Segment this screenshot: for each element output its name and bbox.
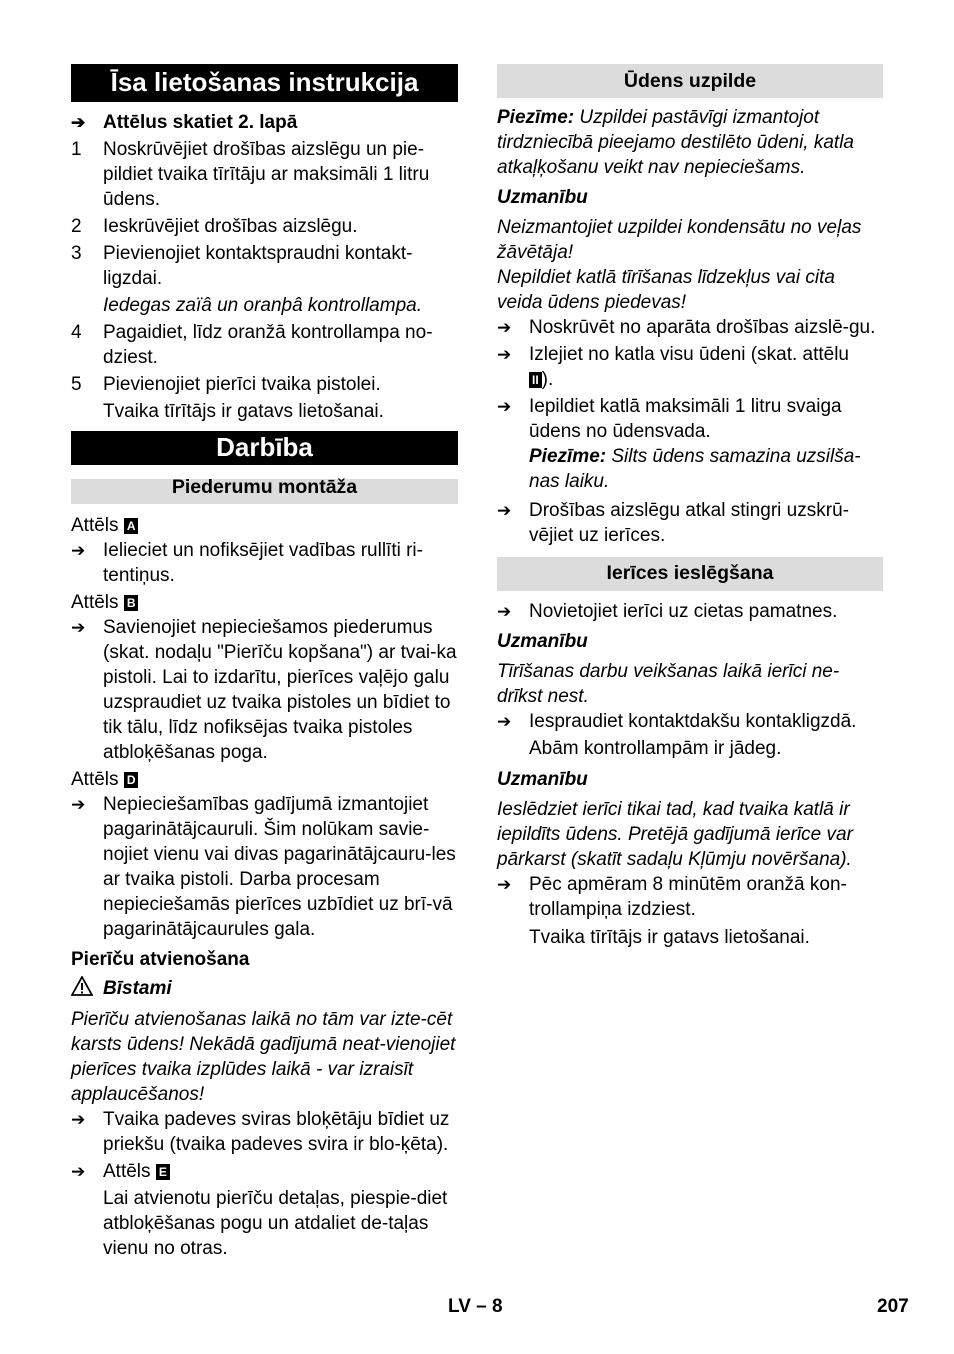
operation-title: Darbība	[71, 431, 458, 465]
warning-triangle-icon	[71, 976, 103, 1003]
ready-text: Tvaika tīrītājs ir gatavs lietošanai.	[103, 401, 384, 422]
caution-text: Ieslēdziet ierīci tikai tad, kad tvaika katlā ir iepildīts ūdens. Pretējā gadījumā ierīce var pārkarst (skatīt sadaļu Kļūmju novēršana).	[497, 799, 853, 870]
arrow-right-icon: ➔	[71, 618, 86, 637]
list-item: ➔ Tvaika padeves sviras bloķētāju bīdiet uz priekšu (tvaika padeves svira ir blo-ķēta).	[71, 1109, 450, 1155]
caution-text: Neizmantojiet uzpildei kondensātu no veļas žāvētāja!	[497, 217, 862, 263]
figure-d-badge: D	[124, 772, 139, 788]
figure-a-badge: A	[124, 518, 139, 534]
ready-text: Tvaika tīrītājs ir gatavs lietošanai.	[529, 927, 810, 948]
figure-ref: Attēls B	[71, 590, 458, 615]
arrow-right-icon: ➔	[71, 795, 86, 814]
figure-ii-badge: II	[529, 372, 542, 388]
list-item: ➔ Novietojiet ierīci uz cietas pamatnes.	[497, 601, 838, 622]
arrow-right-icon: ➔	[497, 318, 512, 337]
lamps-text: Abām kontrollampām ir jādeg.	[529, 738, 782, 759]
list-item: 3 Pievienojiet kontaktspraudni kontakt-ligzdai.	[71, 243, 413, 289]
list-item: 4 Pagaidiet, līdz oranžā kontrollampa no-dziest.	[71, 322, 433, 368]
list-item: ➔ Ielieciet un nofiksējiet vadības rullīti ri-tentiņus.	[71, 540, 423, 586]
list-item: ➔ Drošības aizslēgu atkal stingri uzskrū-vējiet uz ierīces.	[497, 500, 849, 546]
list-item: ➔ Noskrūvēt no aparāta drošības aizslē-gu.	[497, 317, 876, 338]
arrow-right-icon: ➔	[497, 875, 512, 894]
page-number: 207	[877, 1296, 909, 1317]
see-pictures-note: ➔ Attēlus skatiet 2. lapā	[71, 112, 298, 133]
caution-text: Nepildiet katlā tīrīšanas līdzekļus vai cita veida ūdens piedevas!	[497, 267, 835, 313]
caution-label: Uzmanību	[497, 631, 588, 652]
caution-label: Uzmanību	[497, 187, 588, 208]
figure-ref: Attēls A	[71, 513, 458, 538]
arrow-right-icon: ➔	[71, 541, 86, 560]
detach-title: Pierīču atvienošana	[71, 949, 250, 970]
list-item: 2 Ieskrūvējiet drošības aizslēgu.	[71, 216, 358, 237]
arrow-right-icon: ➔	[497, 602, 512, 621]
detach-instruction: Lai atvienotu pierīču detaļas, piespie-diet atbloķēšanas pogu un atdaliet de-taļas vienu no otras.	[103, 1188, 448, 1259]
arrow-right-icon: ➔	[497, 501, 512, 520]
fill-note: Piezīme: Silts ūdens samazina uzsilša-nas laiku.	[529, 446, 861, 492]
list-item: ➔ Izlejiet no katla visu ūdeni (skat. attēlu II ).	[497, 344, 850, 390]
note-paragraph: Piezīme: Uzpildei pastāvīgi izmantojot tirdzniecībā pieejamo destilēto ūdeni, katla atkaļķošanu veikt nav nepieciešams.	[497, 107, 854, 178]
step-note: Iedegas zaïâ un oranþâ kontrollampa.	[103, 295, 422, 316]
arrow-right-icon: ➔	[497, 345, 512, 364]
left-column	[71, 64, 458, 1261]
list-item: ➔ Iespraudiet kontaktdakšu kontakligzdā.	[497, 711, 857, 732]
danger-text: Pierīču atvienošanas laikā no tām var izte-cēt karsts ūdens! Nekādā gadījumā neat-vienojiet pierīces tvaika izplūdes laikā - var izraisīt applaucēšanos!	[71, 1009, 456, 1105]
arrow-right-icon: ➔	[71, 1110, 86, 1129]
arrow-right-icon: ➔	[497, 397, 512, 416]
water-fill-title: Ūdens uzpilde	[497, 64, 883, 98]
arrow-right-icon: ➔	[71, 1162, 86, 1181]
list-item: ➔ Iepildiet katlā maksimāli 1 litru svaiga ūdens no ūdensvada.	[497, 396, 842, 442]
list-item: 5 Pievienojiet pierīci tvaika pistolei.	[71, 374, 381, 395]
caution-text: Tīrīšanas darbu veikšanas laikā ierīci ne-drīkst nest.	[497, 661, 840, 707]
arrow-right-icon: ➔	[71, 113, 86, 132]
short-instructions-title: Īsa lietošanas instrukcija	[71, 64, 458, 102]
accessory-mounting-title: Piederumu montāža	[71, 479, 458, 504]
page-section-label: LV – 8	[448, 1296, 503, 1317]
list-item: ➔ Savienojiet nepieciešamos piederumus (skat. nodaļu "Pierīču kopšana") ar tvai-ka pistoli. Lai to izdarītu, pierīces vaļējo galu uzspraudiet uz tvaika pistoles un bīdiet to tik tālu, līdz nofiksējas tvaika pistoles atbloķēšanas poga.	[71, 617, 457, 763]
right-column	[497, 64, 883, 950]
switch-on-title: Ierīces ieslēgšana	[497, 557, 883, 591]
arrow-right-icon: ➔	[497, 712, 512, 731]
list-item: ➔ Attēls E	[71, 1159, 458, 1184]
list-item: ➔ Pēc apmēram 8 minūtēm oranžā kon-trollampiņa izdziest.	[497, 874, 847, 920]
figure-e-badge: E	[156, 1164, 170, 1180]
danger-label-row: Bīstami	[71, 976, 458, 1003]
caution-label: Uzmanību	[497, 769, 588, 790]
list-item: 1 Noskrūvējiet drošības aizslēgu un pie-pildiet tvaika tīrītāju ar maksimāli 1 litru ūdens.	[71, 139, 430, 210]
figure-b-badge: B	[124, 595, 139, 611]
figure-ref: Attēls D	[71, 767, 458, 792]
list-item: ➔ Nepieciešamības gadījumā izmantojiet pagarinātājcauruli. Šim nolūkam savie-nojiet vienu vai divas pagarinātājcauru-les ar tvaika pistoli. Darba procesam nepieciešamās pierīces uzbīdiet uz brī-vā pagarinātājcaurules gala.	[71, 794, 456, 940]
